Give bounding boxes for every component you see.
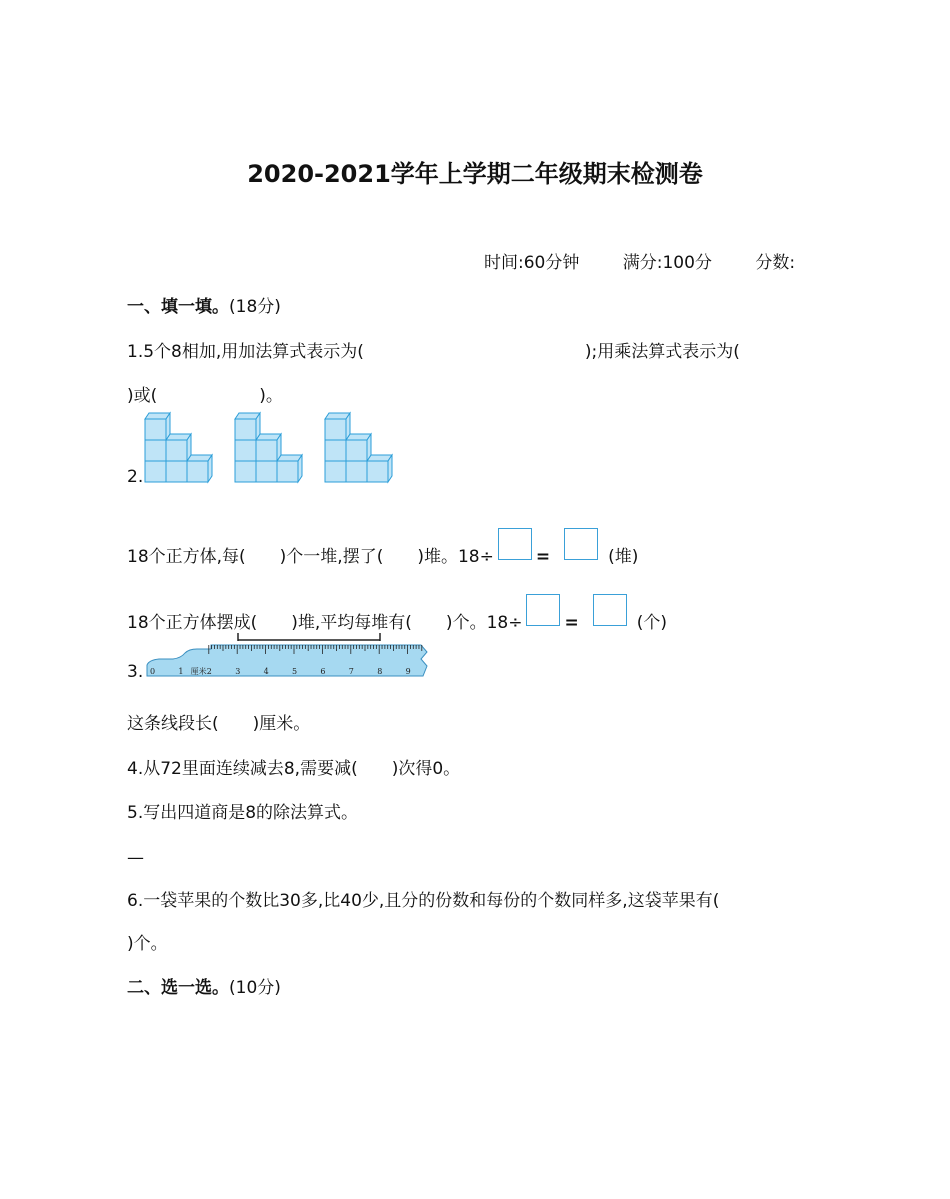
header-info: [484, 248, 795, 273]
question-1-line-2: )或( )。: [127, 386, 283, 406]
question-6-line-1: 6.一袋苹果的个数比30多,比40少,且分的份数和每份的个数同样多,这袋苹果有(: [127, 891, 720, 911]
full-score-label: 满分:100分: [622, 253, 712, 273]
ruler-label: 7: [348, 667, 354, 676]
ruler-label: 2: [206, 667, 212, 676]
section1-title: 一、填一填。: [127, 297, 229, 317]
time-label: 时间:60分钟: [484, 253, 580, 273]
section2-heading: [127, 973, 281, 998]
ruler-label: 8: [377, 667, 383, 676]
question-1-line-1: 1.5个8相加,用加法算式表示为( );用乘法算式表示为(: [127, 342, 740, 362]
question-3-line: 这条线段长( )厘米。: [127, 714, 311, 734]
question-5-answer-blank: —: [127, 848, 144, 868]
cube-stack-3: [325, 413, 392, 482]
ruler-label: 1: [178, 667, 184, 676]
section1-points: (18分): [229, 297, 281, 317]
cube-stack-1: [145, 413, 212, 482]
answer-box[interactable]: [498, 528, 532, 560]
question-5: 5.写出四道商是8的除法算式。: [127, 803, 359, 823]
ruler-label: 6: [320, 667, 326, 676]
ruler-figure: [145, 630, 427, 680]
ruler-label: 4: [263, 667, 269, 676]
question-3-number: 3.: [127, 662, 144, 682]
question-6-line-2: )个。: [127, 934, 168, 954]
question-4: 4.从72里面连续减去8,需要减( )次得0。: [127, 759, 461, 779]
cube-stacks-figure: [140, 410, 410, 486]
ruler-label: 0: [150, 667, 156, 676]
ruler-label: 厘米: [190, 667, 207, 676]
question-2-line-2: 18个正方体摆成( )堆,平均每堆有( )个。18÷ = (个): [127, 594, 667, 633]
answer-box[interactable]: [564, 528, 598, 560]
ruler-label: 5: [292, 667, 298, 676]
section2-points: (10分): [229, 978, 281, 998]
cube-stack-2: [235, 413, 302, 482]
score-label: 分数:: [755, 253, 796, 273]
section1-heading: [127, 292, 281, 317]
section2-title: 二、选一选。: [127, 978, 229, 998]
answer-box[interactable]: [593, 594, 627, 626]
answer-box[interactable]: [526, 594, 560, 626]
page-title: 2020-2021学年上学期二年级期末检测卷: [247, 160, 703, 188]
ruler-label: 9: [405, 667, 411, 676]
question-2-number: 2.: [127, 467, 144, 487]
ruler-label: 3: [235, 667, 241, 676]
question-2-line-1: 18个正方体,每( )个一堆,摆了( )堆。18÷ = (堆): [127, 528, 638, 567]
